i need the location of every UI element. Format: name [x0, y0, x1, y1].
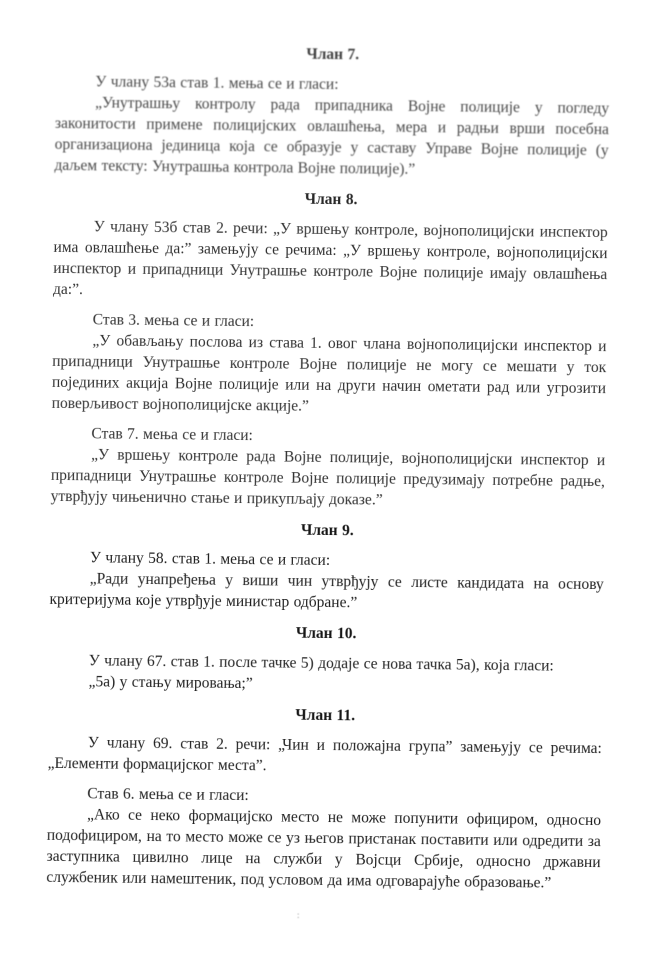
article-9-paragraph-intro: У члану 58. став 1. мења се и гласи:	[89, 549, 331, 570]
article-8-section	[51, 186, 609, 513]
article-8-paragraph-3: „У обављању послова из става 1. овог члана војнополицијски инспектор и припадници Унутрашње контроле Војне полиције не могу се мешати у ток појединих акција Војне полиције или на други начин ометати рад или угрозити поверљивост војнополицијске акције.”	[51, 332, 607, 415]
article-11-paragraph-2: Став 6. мења се и гласи:	[87, 785, 249, 805]
article-10-section	[48, 620, 603, 698]
article-9-paragraph-quote: „Ради унапређења у виши чин утврђују се листе кандидата на основу критеријума које утврђује министар одбране.”	[49, 570, 604, 612]
article-11-paragraph-1: У члану 69. став 2. речи: „Чин и положајна група” замењују се речима: „Елементи формацијског места”.	[47, 734, 602, 775]
article-11-heading: Члан 11.	[295, 706, 356, 725]
article-8-heading: Члан 8.	[304, 190, 358, 209]
article-10-paragraph-quote: „5а) у стању мировања;”	[88, 673, 253, 693]
article-9-heading: Члан 9.	[300, 521, 354, 540]
article-7-paragraph-intro: У члану 53а став 1. мења се и гласи:	[95, 73, 339, 94]
article-10-paragraph-intro: У члану 67. став 1. после тачке 5) додаје се нова тачка 5а), која гласи:	[88, 652, 554, 675]
article-8-paragraph-1: У члану 53б став 2. речи: „У вршењу контроле, војнополицијски инспектор има овлашћење да:” замењују се речима: „У вршењу контроле, војнополицијски инспектор и припадници Унутрашње контроле Војне полиције имају овлашћења да:”.	[52, 218, 608, 299]
article-7-heading: Члан 7.	[306, 45, 360, 64]
scan-artifact-mark: :	[297, 910, 300, 920]
article-7-section	[54, 41, 609, 182]
article-11-paragraph-3: „Ако се неко формацијско место не може попунити официром, односно подофициром, на то место може се уз његов пристанак поставити или одредити за заступника цивилно лице на служби у Војсци Србије, односно државни службеник или намештеник, под условом да има одговарајуће образовање.”	[46, 806, 602, 892]
article-8-paragraph-5: „У вршењу контроле рада Војне полиције, војнополицијски инспектор и припадници Унутрашње контроле Војне полиције предузимају потребне радње, утврђују чињенично стање и прикупљају доказе.”	[50, 446, 606, 509]
document-body	[46, 41, 610, 894]
article-10-heading: Члан 10.	[295, 624, 357, 643]
article-9-section	[49, 517, 604, 616]
article-7-paragraph-quote: „Унутрашњу контролу рада припадника Војне полиције у погледу законитости примене полицијских овлашћења, мера и радњи врши посебна организациона јединица која се образује у саставу Управе Војне полиције (у даљем тексту: Унутрашња контрола Војне полиције).”	[54, 94, 610, 178]
article-8-paragraph-2: Став 3. мења се и гласи:	[92, 311, 255, 331]
article-8-paragraph-4: Став 7. мења се и гласи:	[91, 425, 253, 445]
article-11-section	[46, 702, 602, 894]
